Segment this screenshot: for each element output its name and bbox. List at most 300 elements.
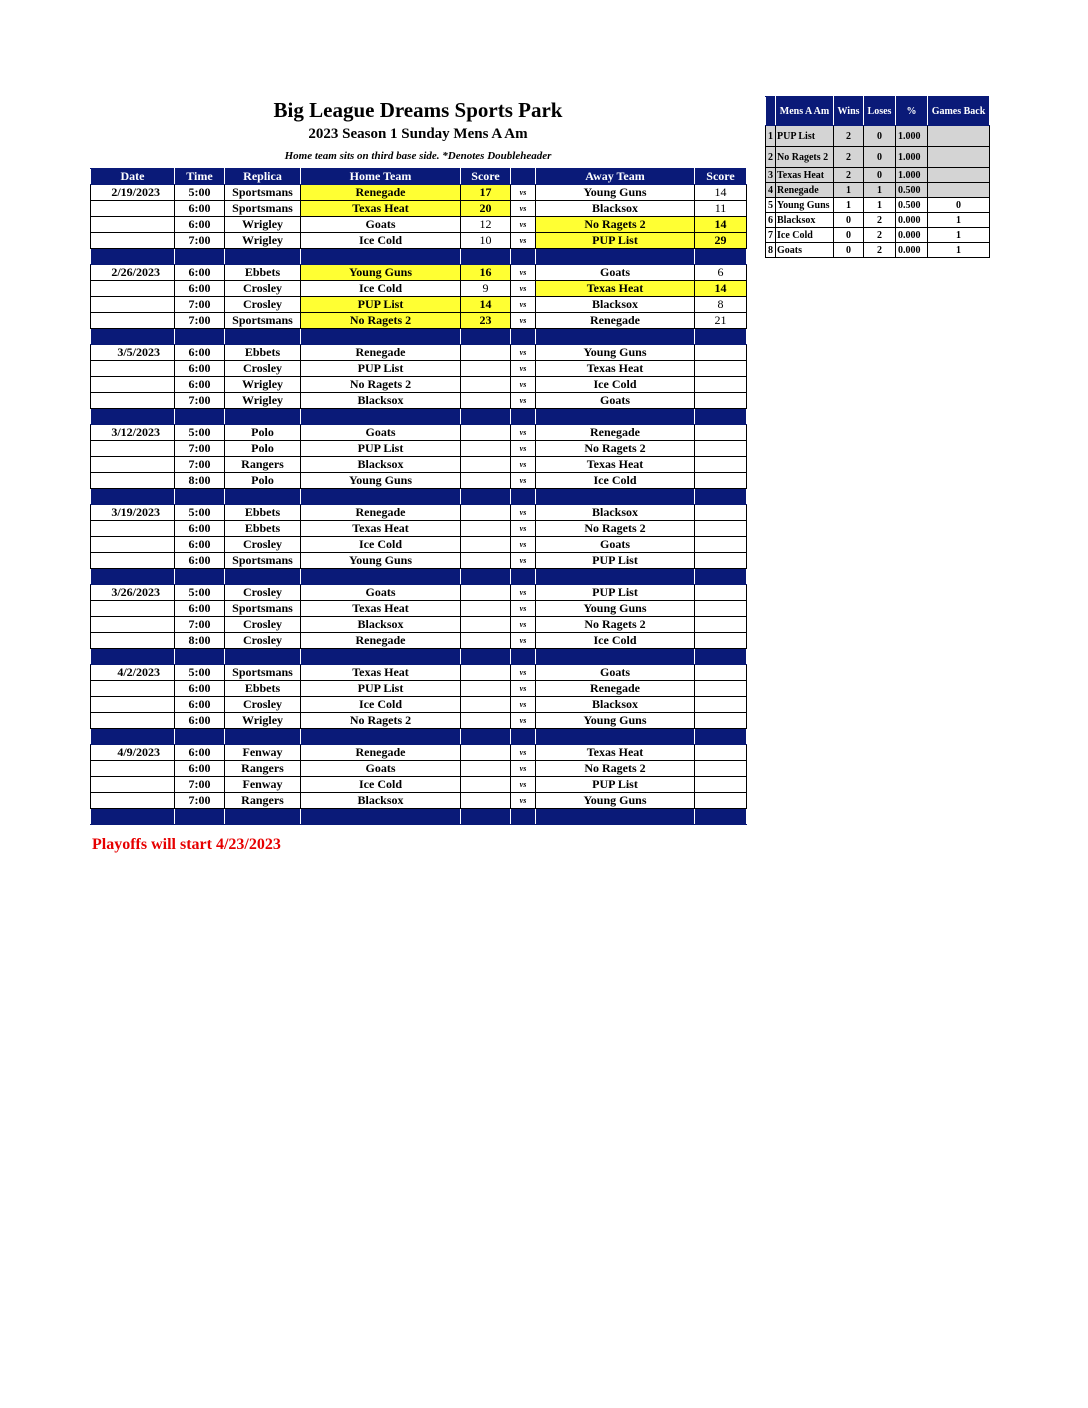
separator-cell: [225, 649, 301, 665]
vs-label: vs: [511, 745, 536, 761]
home-score: 17: [461, 185, 511, 201]
game-date: [91, 281, 175, 297]
home-score: [461, 777, 511, 793]
game-field: Ebbets: [225, 505, 301, 521]
home-score: [461, 425, 511, 441]
away-score: [695, 713, 747, 729]
home-score: [461, 601, 511, 617]
vs-label: vs: [511, 217, 536, 233]
home-score: [461, 745, 511, 761]
week-separator: [91, 729, 747, 745]
away-score: [695, 441, 747, 457]
game-row: [91, 233, 747, 249]
separator-cell: [225, 329, 301, 345]
vs-label: vs: [511, 761, 536, 777]
away-team: Blacksox: [536, 505, 695, 521]
home-score: 23: [461, 313, 511, 329]
home-team: PUP List: [301, 681, 461, 697]
standings-col-losses: Loses: [864, 97, 896, 126]
standings-wins: 1: [834, 183, 864, 198]
standings-games-back: [928, 147, 990, 168]
separator-cell: [91, 569, 175, 585]
away-team: Young Guns: [536, 345, 695, 361]
home-team: Goats: [301, 761, 461, 777]
vs-label: vs: [511, 713, 536, 729]
vs-label: vs: [511, 585, 536, 601]
separator-cell: [301, 809, 461, 825]
week-separator: [91, 249, 747, 265]
standings-row: [766, 168, 990, 183]
game-row: [91, 777, 747, 793]
game-date: [91, 617, 175, 633]
standings-games-back: 0: [928, 198, 990, 213]
vs-label: vs: [511, 681, 536, 697]
home-team: Ice Cold: [301, 537, 461, 553]
separator-cell: [695, 329, 747, 345]
game-row: [91, 297, 747, 313]
separator-cell: [175, 489, 225, 505]
separator-cell: [511, 249, 536, 265]
home-team: No Ragets 2: [301, 713, 461, 729]
game-row: [91, 345, 747, 361]
game-field: Ebbets: [225, 521, 301, 537]
standings-row: [766, 126, 990, 147]
separator-cell: [511, 729, 536, 745]
game-date: [91, 441, 175, 457]
standings-games-back: 1: [928, 228, 990, 243]
separator-cell: [461, 409, 511, 425]
separator-cell: [511, 649, 536, 665]
game-field: Crosley: [225, 585, 301, 601]
game-date: 2/26/2023: [91, 265, 175, 281]
game-time: 7:00: [175, 393, 225, 409]
away-score: [695, 761, 747, 777]
away-score: [695, 617, 747, 633]
separator-cell: [91, 329, 175, 345]
game-time: 6:00: [175, 537, 225, 553]
game-row: [91, 601, 747, 617]
away-team: Blacksox: [536, 697, 695, 713]
col-replica: Replica: [225, 169, 301, 185]
vs-label: vs: [511, 777, 536, 793]
standings-games-back: [928, 183, 990, 198]
game-date: 4/2/2023: [91, 665, 175, 681]
separator-cell: [225, 249, 301, 265]
separator-cell: [536, 249, 695, 265]
game-field: Crosley: [225, 281, 301, 297]
away-team: Young Guns: [536, 793, 695, 809]
game-row: [91, 457, 747, 473]
game-row: [91, 713, 747, 729]
game-field: Sportsmans: [225, 201, 301, 217]
away-team: PUP List: [536, 553, 695, 569]
away-team: Goats: [536, 393, 695, 409]
standings-team: Ice Cold: [776, 228, 834, 243]
separator-cell: [175, 569, 225, 585]
week-separator: [91, 809, 747, 825]
game-date: [91, 601, 175, 617]
separator-cell: [301, 729, 461, 745]
game-field: Ebbets: [225, 681, 301, 697]
away-score: [695, 681, 747, 697]
week-separator: [91, 569, 747, 585]
game-time: 6:00: [175, 761, 225, 777]
away-team: Young Guns: [536, 185, 695, 201]
game-time: 6:00: [175, 265, 225, 281]
away-score: 21: [695, 313, 747, 329]
game-field: Sportsmans: [225, 313, 301, 329]
vs-label: vs: [511, 793, 536, 809]
home-score: 10: [461, 233, 511, 249]
away-team: Goats: [536, 665, 695, 681]
game-date: [91, 473, 175, 489]
game-field: Fenway: [225, 777, 301, 793]
standings-games-back: [928, 168, 990, 183]
game-row: [91, 761, 747, 777]
away-score: [695, 425, 747, 441]
game-row: [91, 425, 747, 441]
game-time: 7:00: [175, 617, 225, 633]
away-team: No Ragets 2: [536, 617, 695, 633]
game-time: 6:00: [175, 217, 225, 233]
home-team: Ice Cold: [301, 233, 461, 249]
standings-rank: 6: [766, 213, 776, 228]
standings-wins: 0: [834, 228, 864, 243]
schedule-table: [90, 168, 747, 825]
vs-label: vs: [511, 697, 536, 713]
away-team: Texas Heat: [536, 361, 695, 377]
separator-cell: [536, 329, 695, 345]
vs-label: vs: [511, 201, 536, 217]
game-row: [91, 201, 747, 217]
separator-cell: [175, 809, 225, 825]
home-team: PUP List: [301, 361, 461, 377]
home-team: Blacksox: [301, 793, 461, 809]
page-title: Big League Dreams Sports Park: [273, 98, 563, 122]
game-row: [91, 377, 747, 393]
away-team: Renegade: [536, 681, 695, 697]
game-date: [91, 777, 175, 793]
standings-rank: 1: [766, 126, 776, 147]
separator-cell: [301, 489, 461, 505]
week-separator: [91, 409, 747, 425]
away-team: PUP List: [536, 777, 695, 793]
game-field: Sportsmans: [225, 601, 301, 617]
vs-label: vs: [511, 297, 536, 313]
home-team: Goats: [301, 585, 461, 601]
vs-label: vs: [511, 601, 536, 617]
standings-wins: 2: [834, 126, 864, 147]
game-field: Rangers: [225, 793, 301, 809]
game-field: Crosley: [225, 297, 301, 313]
away-team: Ice Cold: [536, 377, 695, 393]
vs-label: vs: [511, 185, 536, 201]
separator-cell: [461, 809, 511, 825]
home-team: Blacksox: [301, 457, 461, 473]
separator-cell: [175, 649, 225, 665]
vs-label: vs: [511, 473, 536, 489]
home-team: Young Guns: [301, 265, 461, 281]
game-time: 5:00: [175, 505, 225, 521]
col-date: Date: [91, 169, 175, 185]
away-team: Texas Heat: [536, 281, 695, 297]
game-row: [91, 505, 747, 521]
game-field: Fenway: [225, 745, 301, 761]
standings-col-games-back: Games Back: [928, 97, 990, 126]
standings-team: Goats: [776, 243, 834, 258]
home-team: Renegade: [301, 505, 461, 521]
home-score: [461, 697, 511, 713]
away-team: No Ragets 2: [536, 521, 695, 537]
home-team: PUP List: [301, 441, 461, 457]
vs-label: vs: [511, 457, 536, 473]
standings-wins: 1: [834, 198, 864, 213]
col-time: Time: [175, 169, 225, 185]
away-score: 14: [695, 217, 747, 233]
col-home-team: Home Team: [301, 169, 461, 185]
game-row: [91, 617, 747, 633]
home-score: [461, 377, 511, 393]
game-row: [91, 473, 747, 489]
separator-cell: [536, 409, 695, 425]
home-team: Ice Cold: [301, 281, 461, 297]
away-team: PUP List: [536, 585, 695, 601]
game-time: 7:00: [175, 441, 225, 457]
away-score: [695, 665, 747, 681]
vs-label: vs: [511, 393, 536, 409]
away-team: Blacksox: [536, 297, 695, 313]
game-date: [91, 793, 175, 809]
schedule-note: Home team sits on third base side. *Denotes Doubleheader: [284, 150, 552, 162]
game-time: 6:00: [175, 681, 225, 697]
game-date: [91, 521, 175, 537]
game-time: 5:00: [175, 185, 225, 201]
game-field: Sportsmans: [225, 665, 301, 681]
home-team: Renegade: [301, 745, 461, 761]
standings-pct: 0.000: [896, 213, 928, 228]
standings-games-back: 1: [928, 213, 990, 228]
game-date: 3/5/2023: [91, 345, 175, 361]
standings-pct: 0.000: [896, 228, 928, 243]
vs-label: vs: [511, 505, 536, 521]
game-row: [91, 521, 747, 537]
game-date: [91, 233, 175, 249]
home-team: Blacksox: [301, 617, 461, 633]
game-date: [91, 633, 175, 649]
game-row: [91, 793, 747, 809]
game-time: 7:00: [175, 313, 225, 329]
away-score: 14: [695, 281, 747, 297]
away-team: Ice Cold: [536, 633, 695, 649]
home-score: 9: [461, 281, 511, 297]
standings-losses: 2: [864, 228, 896, 243]
home-score: [461, 681, 511, 697]
away-score: [695, 345, 747, 361]
home-score: [461, 617, 511, 633]
standings-losses: 2: [864, 213, 896, 228]
standings-losses: 0: [864, 126, 896, 147]
separator-cell: [695, 249, 747, 265]
game-time: 8:00: [175, 633, 225, 649]
separator-cell: [695, 569, 747, 585]
away-score: 11: [695, 201, 747, 217]
separator-cell: [511, 569, 536, 585]
vs-label: vs: [511, 377, 536, 393]
standings-row: [766, 213, 990, 228]
game-time: 6:00: [175, 377, 225, 393]
separator-cell: [695, 729, 747, 745]
away-score: [695, 553, 747, 569]
game-row: [91, 185, 747, 201]
separator-cell: [175, 249, 225, 265]
home-score: [461, 393, 511, 409]
standings-pct: 1.000: [896, 147, 928, 168]
game-field: Crosley: [225, 361, 301, 377]
away-team: No Ragets 2: [536, 217, 695, 233]
game-time: 6:00: [175, 713, 225, 729]
standings-wins: 0: [834, 213, 864, 228]
separator-cell: [225, 569, 301, 585]
week-separator: [91, 489, 747, 505]
page-subtitle: 2023 Season 1 Sunday Mens A Am: [308, 126, 528, 142]
game-time: 6:00: [175, 361, 225, 377]
standings-losses: 0: [864, 147, 896, 168]
away-team: No Ragets 2: [536, 441, 695, 457]
home-team: Young Guns: [301, 473, 461, 489]
home-team: Ice Cold: [301, 697, 461, 713]
game-date: [91, 377, 175, 393]
home-score: [461, 665, 511, 681]
game-time: 6:00: [175, 281, 225, 297]
game-time: 6:00: [175, 521, 225, 537]
game-row: [91, 265, 747, 281]
away-team: Ice Cold: [536, 473, 695, 489]
game-date: [91, 537, 175, 553]
away-team: Texas Heat: [536, 457, 695, 473]
game-field: Wrigley: [225, 713, 301, 729]
away-score: [695, 601, 747, 617]
home-score: [461, 633, 511, 649]
col-away-score: Score: [695, 169, 747, 185]
game-field: Wrigley: [225, 217, 301, 233]
away-score: [695, 361, 747, 377]
game-row: [91, 745, 747, 761]
separator-cell: [91, 249, 175, 265]
game-field: Wrigley: [225, 233, 301, 249]
standings-team: Blacksox: [776, 213, 834, 228]
home-team: Texas Heat: [301, 201, 461, 217]
separator-cell: [695, 489, 747, 505]
separator-cell: [91, 649, 175, 665]
game-time: 6:00: [175, 201, 225, 217]
vs-label: vs: [511, 441, 536, 457]
game-date: [91, 313, 175, 329]
separator-cell: [225, 409, 301, 425]
game-date: [91, 713, 175, 729]
away-team: No Ragets 2: [536, 761, 695, 777]
game-time: 6:00: [175, 697, 225, 713]
standings-pct: 1.000: [896, 168, 928, 183]
away-score: [695, 537, 747, 553]
vs-label: vs: [511, 553, 536, 569]
away-score: [695, 393, 747, 409]
away-score: 6: [695, 265, 747, 281]
home-score: [461, 457, 511, 473]
separator-cell: [301, 249, 461, 265]
standings-losses: 0: [864, 168, 896, 183]
game-date: [91, 201, 175, 217]
separator-cell: [511, 489, 536, 505]
separator-cell: [175, 729, 225, 745]
away-score: [695, 633, 747, 649]
home-team: No Ragets 2: [301, 377, 461, 393]
game-time: 8:00: [175, 473, 225, 489]
away-score: [695, 777, 747, 793]
vs-label: vs: [511, 521, 536, 537]
away-score: [695, 505, 747, 521]
game-time: 6:00: [175, 553, 225, 569]
vs-label: vs: [511, 345, 536, 361]
home-team: Goats: [301, 425, 461, 441]
game-row: [91, 585, 747, 601]
standings-table: [765, 96, 990, 258]
game-time: 5:00: [175, 585, 225, 601]
standings-team: PUP List: [776, 126, 834, 147]
away-team: Renegade: [536, 313, 695, 329]
separator-cell: [175, 409, 225, 425]
separator-cell: [301, 329, 461, 345]
vs-label: vs: [511, 281, 536, 297]
playoffs-note: Playoffs will start 4/23/2023: [92, 836, 281, 853]
game-date: 3/12/2023: [91, 425, 175, 441]
home-score: 20: [461, 201, 511, 217]
vs-label: vs: [511, 361, 536, 377]
game-row: [91, 281, 747, 297]
standings-col-pct: %: [896, 97, 928, 126]
standings-team: Young Guns: [776, 198, 834, 213]
game-date: [91, 761, 175, 777]
game-time: 6:00: [175, 601, 225, 617]
game-row: [91, 217, 747, 233]
game-date: [91, 361, 175, 377]
standings-col-team: Mens A Am: [776, 97, 834, 126]
home-team: Renegade: [301, 345, 461, 361]
game-row: [91, 633, 747, 649]
home-score: [461, 713, 511, 729]
game-date: [91, 297, 175, 313]
game-row: [91, 537, 747, 553]
standings-pct: 0.000: [896, 243, 928, 258]
standings-losses: 1: [864, 198, 896, 213]
separator-cell: [695, 809, 747, 825]
game-field: Crosley: [225, 697, 301, 713]
home-score: 16: [461, 265, 511, 281]
game-row: [91, 697, 747, 713]
schedule-header-row: [91, 169, 747, 185]
away-score: [695, 377, 747, 393]
separator-cell: [536, 729, 695, 745]
home-team: Young Guns: [301, 553, 461, 569]
separator-cell: [511, 329, 536, 345]
away-team: Young Guns: [536, 713, 695, 729]
away-score: [695, 457, 747, 473]
standings-rank: 3: [766, 168, 776, 183]
home-team: Texas Heat: [301, 601, 461, 617]
separator-cell: [91, 409, 175, 425]
game-row: [91, 553, 747, 569]
separator-cell: [301, 409, 461, 425]
game-row: [91, 441, 747, 457]
